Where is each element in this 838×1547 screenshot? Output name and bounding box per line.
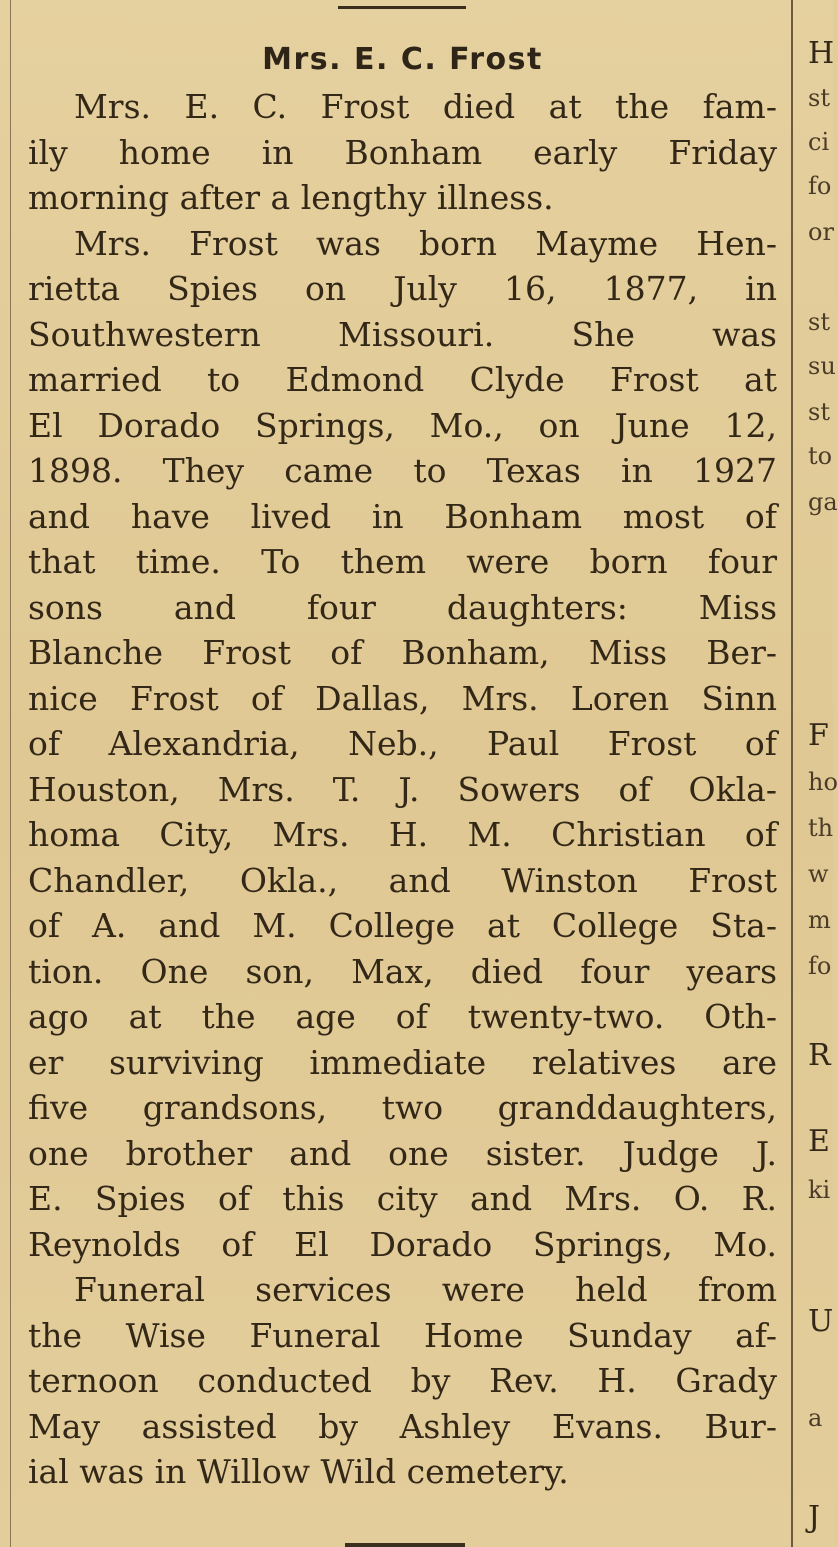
fragment-text: to <box>808 442 833 470</box>
fragment-text: th <box>808 814 834 842</box>
bottom-separator-rule <box>345 1543 465 1547</box>
text-line: tion. One son, Max, died four years <box>28 951 777 991</box>
text-line: ily home in Bonham early Friday <box>28 132 777 172</box>
text-line: E. Spies of this city and Mrs. O. R. <box>28 1179 777 1218</box>
fragment-text: st <box>808 84 830 112</box>
fragment-text: ki <box>808 1176 831 1204</box>
text-line: ternoon conducted by Rev. H. Grady <box>28 1361 777 1400</box>
fragment-text: ho <box>808 768 838 796</box>
left-margin-rule <box>10 0 11 1547</box>
obituary-article <box>28 36 777 1495</box>
fragment-text: U <box>808 1304 834 1339</box>
fragment-text: E <box>808 1124 830 1159</box>
column-divider-rule <box>791 0 793 1547</box>
adjacent-column-fragment <box>808 0 838 1547</box>
fragment-text: st <box>808 308 830 336</box>
text-line: Reynolds of El Dorado Springs, Mo. <box>28 1224 777 1264</box>
text-line: nice Frost of Dallas, Mrs. Loren Sinn <box>28 678 777 718</box>
text-line: Mrs. Frost was born Mayme Hen- <box>74 223 777 263</box>
fragment-text: st <box>808 398 830 426</box>
text-line: Funeral services were held from <box>74 1270 777 1309</box>
text-line: ial was in Willow Wild cemetery. <box>28 1452 569 1491</box>
text-line: five grandsons, two granddaughters, <box>28 1088 777 1127</box>
text-line: of Alexandria, Neb., Paul Frost of <box>28 724 777 763</box>
fragment-text: m <box>808 906 831 934</box>
text-line: El Dorado Springs, Mo., on June 12, <box>28 405 777 445</box>
text-line: May assisted by Ashley Evans. Bur- <box>28 1406 777 1446</box>
text-line: and have lived in Bonham most of <box>28 496 777 536</box>
fragment-text: J <box>808 1500 821 1535</box>
text-line: one brother and one sister. Judge J. <box>28 1133 777 1173</box>
fragment-text: su <box>808 352 836 380</box>
text-line: that time. To them were born four <box>28 542 777 581</box>
text-line: er surviving immediate relatives are <box>28 1042 777 1082</box>
text-line: of A. and M. College at College Sta- <box>28 906 777 945</box>
fragment-text: F <box>808 718 829 753</box>
text-line: 1898. They came to Texas in 1927 <box>28 451 777 490</box>
paragraph-3 <box>28 1267 777 1495</box>
fragment-text: ga <box>808 488 838 516</box>
fragment-text: ci <box>808 128 830 156</box>
top-separator-rule <box>338 6 466 9</box>
text-line: Mrs. E. C. Frost died at the fam- <box>74 87 777 126</box>
text-line: homa City, Mrs. H. M. Christian of <box>28 815 777 854</box>
article-headline: Mrs. E. C. Frost <box>262 42 543 77</box>
fragment-text: a <box>808 1404 823 1432</box>
text-line: the Wise Funeral Home Sunday af- <box>28 1315 777 1355</box>
paragraph-2 <box>28 221 777 1268</box>
text-line: Blanche Frost of Bonham, Miss Ber- <box>28 633 777 672</box>
fragment-text: or <box>808 218 834 246</box>
fragment-text: fo <box>808 172 832 200</box>
text-line: Southwestern Missouri. She was <box>28 314 777 354</box>
text-line: morning after a lengthy illness. <box>28 178 554 217</box>
text-line: ago at the age of twenty-two. Oth- <box>28 997 777 1036</box>
text-line: sons and four daughters: Miss <box>28 587 777 627</box>
text-line: Houston, Mrs. T. J. Sowers of Okla- <box>28 769 777 809</box>
fragment-text: H <box>808 36 835 71</box>
paragraph-1 <box>28 84 777 221</box>
fragment-text: w <box>808 860 829 888</box>
text-line: rietta Spies on July 16, 1877, in <box>28 269 777 308</box>
text-line: married to Edmond Clyde Frost at <box>28 360 777 399</box>
text-line: Chandler, Okla., and Winston Frost <box>28 860 777 900</box>
fragment-text: R <box>808 1038 831 1073</box>
fragment-text: fo <box>808 952 832 980</box>
